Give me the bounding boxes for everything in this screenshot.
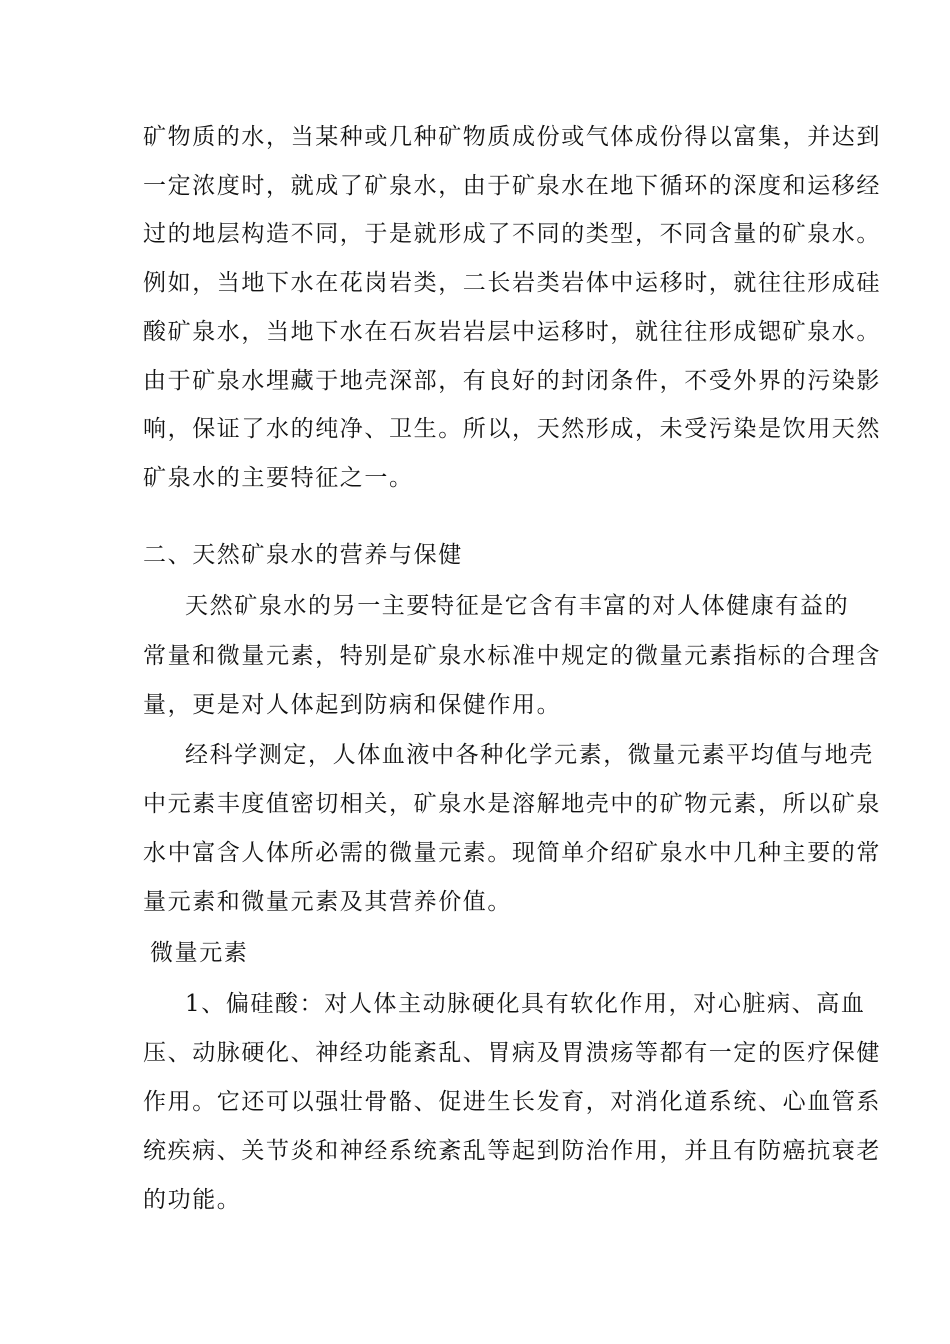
text-line: 由于矿泉水埋藏于地壳深部，有良好的封闭条件，不受外界的污染影: [143, 368, 881, 394]
text-line: 过的地层构造不同，于是就形成了不同的类型，不同含量的矿泉水。: [143, 221, 881, 247]
text-line: 量元素和微量元素及其营养价值。: [143, 889, 512, 915]
text-line: 一定浓度时，就成了矿泉水，由于矿泉水在地下循环的深度和运移经: [143, 173, 881, 199]
text-line: 的功能。: [143, 1187, 242, 1213]
text-line: 天然矿泉水的另一主要特征是它含有丰富的对人体健康有益的: [185, 593, 850, 619]
text-line: 水中富含人体所必需的微量元素。现简单介绍矿泉水中几种主要的常: [143, 840, 881, 866]
text-line: 矿物质的水，当某种或几种矿物质成份或气体成份得以富集，并达到: [143, 124, 881, 150]
text-line: 作用。它还可以强壮骨骼、促进生长发育，对消化道系统、心血管系: [143, 1089, 881, 1115]
section-heading: 二、天然矿泉水的营养与保健: [143, 542, 463, 568]
sub-heading: 微量元素: [150, 940, 249, 966]
text-line: 1、偏硅酸：对人体主动脉硬化具有软化作用，对心脏病、高血: [185, 991, 866, 1017]
text-line: 酸矿泉水，当地下水在石灰岩岩层中运移时，就往往形成锶矿泉水。: [143, 319, 881, 345]
text-line: 中元素丰度值密切相关，矿泉水是溶解地壳中的矿物元素，所以矿泉: [143, 791, 881, 817]
text-line: 经科学测定，人体血液中各种化学元素，微量元素平均值与地壳: [185, 742, 874, 768]
text-line: 量，更是对人体起到防病和保健作用。: [143, 692, 562, 718]
text-line: 统疾病、关节炎和神经系统紊乱等起到防治作用，并且有防癌抗衰老: [143, 1138, 881, 1164]
text-line: 常量和微量元素，特别是矿泉水标准中规定的微量元素指标的合理含: [143, 643, 881, 669]
text-line: 压、动脉硬化、神经功能紊乱、胃病及胃溃疡等都有一定的医疗保健: [143, 1040, 881, 1066]
text-line: 例如，当地下水在花岗岩类，二长岩类岩体中运移时，就往往形成硅: [143, 270, 881, 296]
text-line: 矿泉水的主要特征之一。: [143, 465, 414, 491]
text-line: 响，保证了水的纯净、卫生。所以，天然形成，未受污染是饮用天然: [143, 416, 881, 442]
